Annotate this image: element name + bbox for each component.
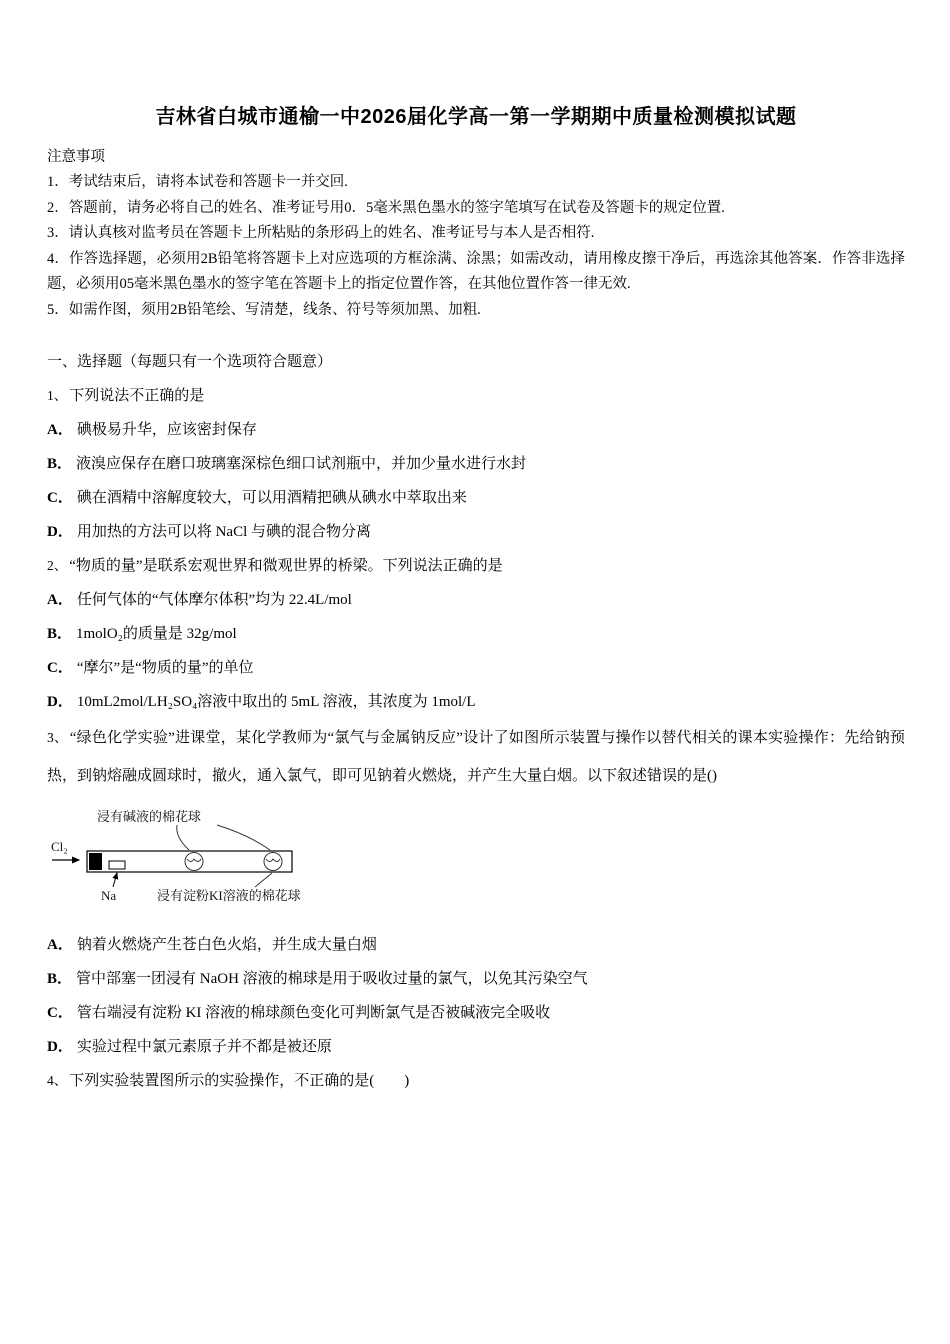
question-4 xyxy=(47,1064,905,1098)
option-label: D． xyxy=(47,1039,73,1055)
option-label: C． xyxy=(47,490,73,506)
option-label: B． xyxy=(47,971,73,987)
question-3-option-b xyxy=(47,962,905,996)
option-text: 碘极易升华，应该密封保存 xyxy=(76,422,257,438)
question-2-option-b xyxy=(47,617,905,651)
option-text: 液溴应保存在磨口玻璃塞深棕色细口试剂瓶中，并加少量水进行水封 xyxy=(76,456,527,472)
question-2-stem-row xyxy=(47,549,905,583)
option-text: 实验过程中氯元素原子并不都是被还原 xyxy=(76,1039,332,1055)
question-1 xyxy=(47,379,905,549)
option-label: B． xyxy=(47,626,73,642)
option-text: “摩尔”是“物质的量”的单位 xyxy=(76,660,254,676)
option-label: A． xyxy=(47,937,73,953)
question-3-option-c xyxy=(47,996,905,1030)
option-label: D． xyxy=(47,694,73,710)
option-text: 10mL2mol/LH₂SO₄溶液中取出的 5mL 溶液，其浓度为 1mol/L xyxy=(76,694,476,710)
option-label: B． xyxy=(47,456,73,472)
cotton-texture-1 xyxy=(187,859,201,862)
q3-apparatus-diagram xyxy=(49,807,409,907)
notice-item-1: 1．考试结束后，请将本试卷和答题卡一并交回. xyxy=(47,174,348,190)
option-text: 1molO₂的质量是 32g/mol xyxy=(76,626,237,642)
section-header-choice: 一、选择题（每题只有一个选项符合题意） xyxy=(47,354,333,370)
option-label: A． xyxy=(47,592,73,608)
cotton-texture-2 xyxy=(266,859,280,862)
stopper-block xyxy=(89,853,102,870)
question-2-option-d xyxy=(47,685,905,719)
pointer-line-alkali-2 xyxy=(217,825,270,850)
question-4-stem-row xyxy=(47,1064,905,1098)
question-1-option-b xyxy=(47,447,905,481)
diagram-cl2-label: Cl₂ xyxy=(51,839,68,854)
option-label: A． xyxy=(47,422,73,438)
question-3-figure xyxy=(49,807,905,912)
question-3-number: 3、 xyxy=(47,730,68,745)
question-3 xyxy=(47,719,905,1064)
option-text: 钠着火燃烧产生苍白色火焰，并生成大量白烟 xyxy=(76,937,377,953)
question-1-option-a xyxy=(47,413,905,447)
notice-item-4: 4．作答选择题，必须用2B铅笔将答题卡上对应选项的方框涂满、涂黑；如需改动，请用橡皮擦干净后，再选涂其他答案．作答非选择题，必须用05毫米黑色墨水的签字笔在答题卡上的指定位置作答，在其他位置作答一律无效. xyxy=(47,250,905,292)
page-title: 吉林省白城市通榆一中2026届化学高一第一学期期中质量检测模拟试题 xyxy=(155,106,797,128)
question-3-stem-row xyxy=(47,719,905,795)
question-2-option-c xyxy=(47,651,905,685)
cotton-ball-alkali xyxy=(185,853,203,871)
question-3-stem: “绿色化学实验”进课堂，某化学教师为“氯气与金属钠反应”设计了如图所示装置与操作以替代相关的课本实验操作：先给钠预热，到钠熔融成圆球时，撤火，通入氯气，即可见钠着火燃烧，并产生大量白烟。以下叙述错误的是() xyxy=(47,730,906,784)
question-2-option-a xyxy=(47,583,905,617)
cotton-ball-starch-ki xyxy=(264,853,282,871)
option-label: C． xyxy=(47,660,73,676)
diagram-na-label: Na xyxy=(101,888,117,903)
option-text: 管右端浸有淀粉 KI 溶液的棉球颜色变化可判断氯气是否被碱液完全吸收 xyxy=(76,1005,551,1021)
question-2-number: 2、 xyxy=(47,558,68,573)
notice-item-2: 2．答题前，请务必将自己的姓名、准考证号用0．5毫米黑色墨水的签字笔填写在试卷及答题卡的规定位置. xyxy=(47,199,725,216)
na-pointer-arrow xyxy=(113,873,117,887)
question-1-number: 1、 xyxy=(47,388,68,403)
option-text: 用加热的方法可以将 NaCl 与碘的混合物分离 xyxy=(76,524,372,540)
question-1-option-d xyxy=(47,515,905,549)
question-3-option-d xyxy=(47,1030,905,1064)
diagram-alkali-cotton-label: 浸有碱液的棉花球 xyxy=(97,809,202,824)
diagram-starch-ki-cotton-label: 浸有淀粉KI溶液的棉花球 xyxy=(157,888,301,903)
question-3-option-a xyxy=(47,928,905,962)
option-text: 碘在酒精中溶解度较大，可以用酒精把碘从碘水中萃取出来 xyxy=(76,490,467,506)
option-label: D． xyxy=(47,524,73,540)
option-label: C． xyxy=(47,1005,73,1021)
question-1-option-c xyxy=(47,481,905,515)
notice-item-3: 3．请认真核对监考员在答题卡上所粘贴的条形码上的姓名、准考证号与本人是否相符. xyxy=(47,225,595,241)
pointer-line-alkali xyxy=(177,825,189,850)
notice-section xyxy=(47,145,905,323)
question-4-stem: 下列实验装置图所示的实验操作，不正确的是( ) xyxy=(69,1073,410,1089)
pointer-line-starch-ki xyxy=(255,873,272,887)
question-2 xyxy=(47,549,905,719)
question-4-number: 4、 xyxy=(47,1073,68,1088)
notice-item-5: 5．如需作图，须用2B铅笔绘、写清楚，线条、符号等须加黑、加粗. xyxy=(47,301,481,318)
question-2-stem: “物质的量”是联系宏观世界和微观世界的桥梁。下列说法正确的是 xyxy=(69,558,503,574)
option-text: 管中部塞一团浸有 NaOH 溶液的棉球是用于吸收过量的氯气，以免其污染空气 xyxy=(76,971,588,987)
notice-header: 注意事项 xyxy=(47,149,105,165)
option-text: 任何气体的“气体摩尔体积”均为 22.4L/mol xyxy=(76,592,352,608)
question-1-stem-row xyxy=(47,379,905,413)
sodium-piece xyxy=(109,861,125,869)
question-1-stem: 下列说法不正确的是 xyxy=(69,388,205,404)
